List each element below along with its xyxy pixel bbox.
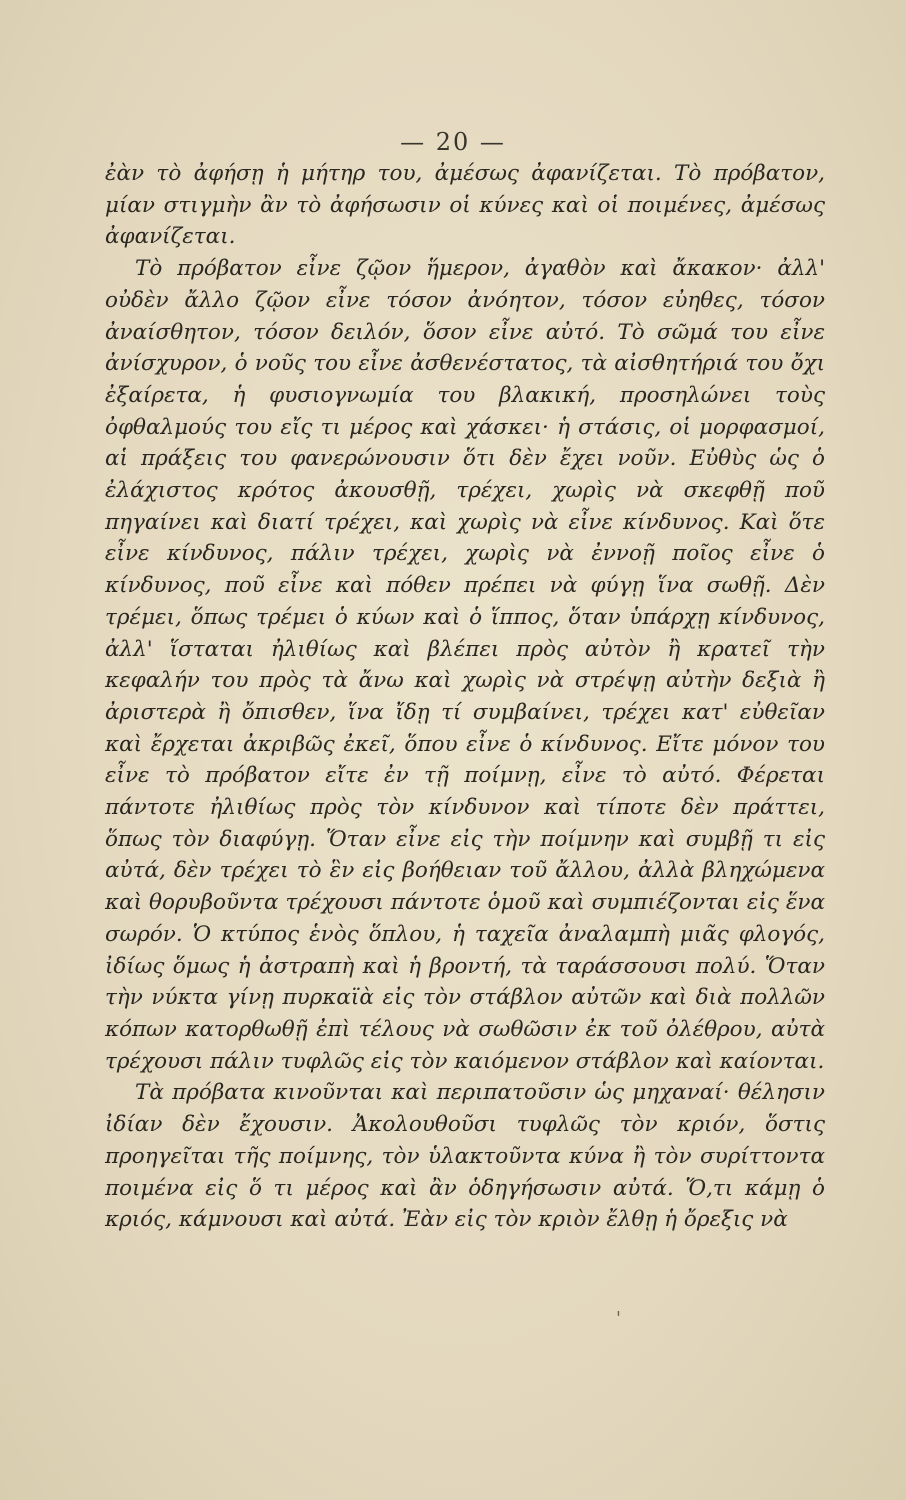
page-body — [105, 158, 825, 1236]
stray-mark: ' — [616, 1308, 621, 1329]
page-number: — 20 — — [400, 128, 506, 156]
paragraph-3: Τὰ πρόβατα κινοῦνται καὶ περιπατοῦσιν ὡς μηχαναί· θέλησιν ἰδίαν δὲν ἔχουσιν. Ἀκολουθοῦσι τυφλῶς τὸν κριόν, ὅστις προηγεῖται τῆς ποίμνης, τὸν ὑλακτοῦντα κύνα ἢ τὸν συρίττοντα ποιμένα εἰς ὅ τι μέρος καὶ ἂν ὁδηγήσωσιν αὐτά. Ὅ,τι κάμῃ ὁ κριός, κάμνουσι καὶ αὐτά. Ἐὰν εἰς τὸν κριὸν ἔλθῃ ἡ ὄρεξις νὰ — [105, 1080, 825, 1233]
paragraph-2: Τὸ πρόβατον εἶνε ζῷον ἥμερον, ἀγαθὸν καὶ ἄκακον· ἀλλ' οὐδὲν ἄλλο ζῷον εἶνε τόσον ἀνόητον, τόσον εὐηθες, τόσον ἀναίσθητον, τόσον δειλόν, ὅσον εἶνε αὐτό. Τὸ σῶμά του εἶνε ἀνίσχυρον, ὁ νοῦς του εἶνε ἀσθενέστατος, τὰ αἰσθητήριά του ὄχι ἐξαίρετα, ἡ φυσιογνωμία του βλακική, προσηλώνει τοὺς ὀφθαλμούς του εἴς τι μέρος καὶ χάσκει· ἡ στάσις, οἱ μορφασμοί, αἱ πράξεις του φανερώνουσιν ὅτι δὲν ἔχει νοῦν. Εὐθὺς ὡς ὁ ἐλάχιστος κρότος ἀκουσθῇ, τρέχει, χωρὶς νὰ σκεφθῇ ποῦ πηγαίνει καὶ διατί τρέχει, καὶ χωρὶς νὰ εἶνε κίνδυνος. Καὶ ὅτε εἶνε κίνδυνος, πάλιν τρέχει, χωρὶς νὰ ἐννοῇ ποῖος εἶνε ὁ κίνδυνος, ποῦ εἶνε καὶ πόθεν πρέπει νὰ φύγῃ ἵνα σωθῇ. Δὲν τρέμει, ὅπως τρέμει ὁ κύων καὶ ὁ ἵππος, ὅταν ὑπάρχῃ κίνδυνος, ἀλλ' ἵσταται ἠλιθίως καὶ βλέπει πρὸς αὐτὸν ἢ κρατεῖ τὴν κεφαλήν του πρὸς τὰ ἄνω καὶ χωρὶς νὰ στρέψῃ αὐτὴν δεξιὰ ἢ ἀριστερὰ ἢ ὄπισθεν, ἵνα ἴδῃ τί συμβαίνει, τρέχει κατ' εὐθεῖαν καὶ ἔρχεται ἀκριβῶς ἐκεῖ, ὅπου εἶνε ὁ κίνδυνος. Εἴτε μόνον του εἶνε τὸ πρόβατον εἴτε ἐν τῇ ποίμνῃ, εἶνε τὸ αὐτό. Φέρεται πάντοτε ἠλιθίως πρὸς τὸν κίνδυνον καὶ τίποτε δὲν πράττει, ὅπως τὸν διαφύγῃ. Ὅταν εἶνε εἰς τὴν ποίμνην καὶ συμβῇ τι εἰς αὐτά, δὲν τρέχει τὸ ἓν εἰς βοήθειαν τοῦ ἄλλου, ἀλλὰ βληχώμενα καὶ θορυβοῦντα τρέχουσι πάντοτε ὁμοῦ καὶ συμπιέζονται εἰς ἕνα σωρόν. Ὁ κτύπος ἑνὸς ὅπλου, ἡ ταχεῖα ἀναλαμπὴ μιᾶς φλογός, ἰδίως ὅμως ἡ ἀστραπὴ καὶ ἡ βροντή, τὰ ταράσσουσι πολύ. Ὅταν τὴν νύκτα γίνῃ πυρκαϊὰ εἰς τὸν στάβλον αὐτῶν καὶ διὰ πολλῶν κόπων κατορθωθῇ ἐπὶ τέλους νὰ σωθῶσιν ἐκ τοῦ ὀλέθρου, αὐτὰ τρέχουσι πάλιν τυφλῶς εἰς τὸν καιόμενον στάβλον καὶ καίονται. — [105, 256, 825, 1074]
paragraph-1: ἐὰν τὸ ἀφήσῃ ἡ μήτηρ του, ἀμέσως ἀφανίζεται. Τὸ πρόβατον, μίαν στιγμὴν ἂν τὸ ἀφήσωσιν οἱ κύνες καὶ οἱ ποιμένες, ἀμέσως ἀφανίζεται. — [105, 161, 825, 250]
